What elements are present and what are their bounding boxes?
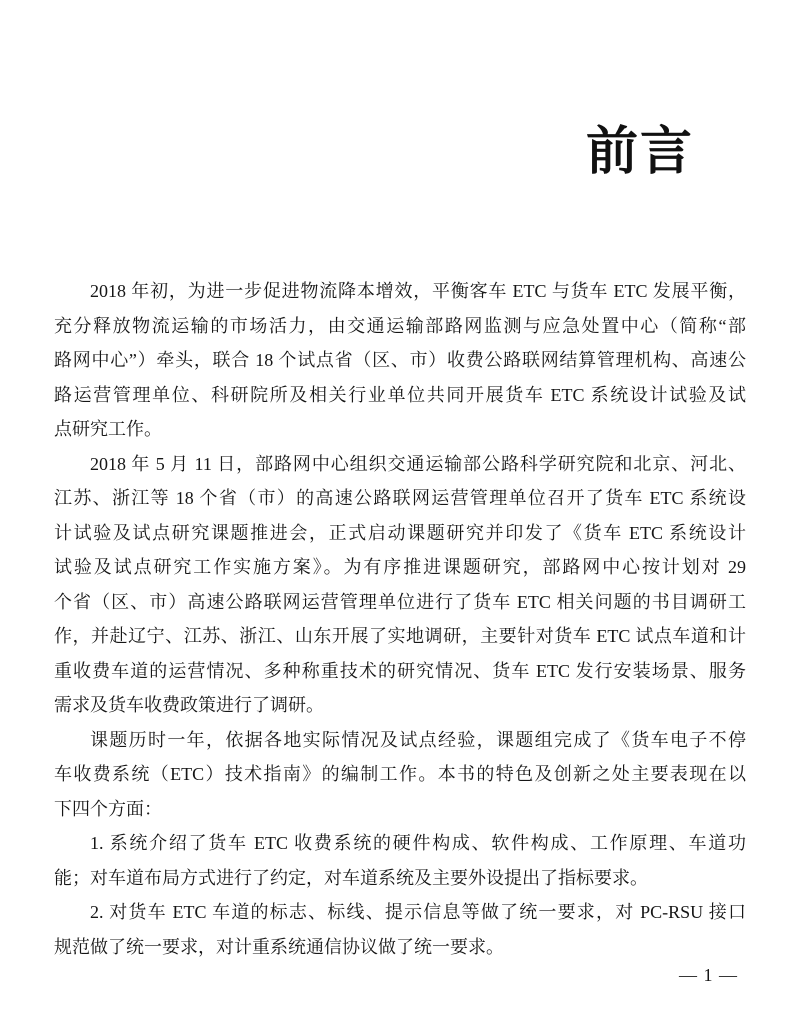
paragraph-4 [54,826,746,895]
text-line: 需求及货车收费政策进行了调研。 [54,695,324,715]
paragraph-5 [54,895,746,964]
paragraph-3 [54,723,746,827]
text-line: 江苏、浙江等 18 个省（市）的高速公路联网运营管理单位召开了货车 ETC 系统设 [54,488,746,508]
text-line: 规范做了统一要求，对计重系统通信协议做了统一要求。 [54,936,504,957]
text-line: 2018 年 5 月 11 日，部路网中心组织交通运输部公路科学研究院和北京、河北、 [90,453,746,474]
text-line: 点研究工作。 [54,419,162,439]
text-line: 计试验及试点研究课题推进会，正式启动课题研究并印发了《货车 ETC 系统设计 [54,522,746,543]
text-line: 1. 系统介绍了货车 ETC 收费系统的硬件构成、软件构成、工作原理、车道功 [90,833,746,853]
text-line: 个省（区、市）高速公路联网运营管理单位进行了货车 ETC 相关问题的书目调研工 [54,591,746,612]
text-line: 课题历时一年，依据各地实际情况及试点经验，课题组完成了《货车电子不停 [90,729,746,750]
text-line: 车收费系统（ETC）技术指南》的编制工作。本书的特色及创新之处主要表现在以 [54,764,746,784]
paragraph-2 [54,447,746,723]
paragraph-1 [54,274,746,447]
text-line: 充分释放物流运输的市场活力，由交通运输部路网监测与应急处置中心（简称“部 [54,315,746,336]
text-line: 试验及试点研究工作实施方案》。为有序推进课题研究，部路网中心按计划对 29 [54,557,746,577]
page-title: 前言 [586,122,695,182]
text-line: 路网中心”）牵头，联合 18 个试点省（区、市）收费公路联网结算管理机构、高速公 [54,350,746,370]
text-line: 重收费车道的运营情况、多种称重技术的研究情况、货车 ETC 发行安装场景、服务 [54,660,746,681]
text-line: 2018 年初，为进一步促进物流降本增效，平衡客车 ETC 与货车 ETC 发展平衡， [90,281,746,301]
text-line: 下四个方面： [54,798,162,819]
text-line: 路运营管理单位、科研院所及相关行业单位共同开展货车 ETC 系统设计试验及试 [54,384,746,405]
text-line: 2. 对货车 ETC 车道的标志、标线、提示信息等做了统一要求，对 PC-RSU 接口 [90,902,746,922]
text-line: 作，并赴辽宁、江苏、浙江、山东开展了实地调研，主要针对货车 ETC 试点车道和计 [54,626,746,646]
text-line: 能；对车道布局方式进行了约定，对车道系统及主要外设提出了指标要求。 [54,867,648,888]
page-number: — 1 — [679,965,738,985]
body-text [54,274,746,964]
